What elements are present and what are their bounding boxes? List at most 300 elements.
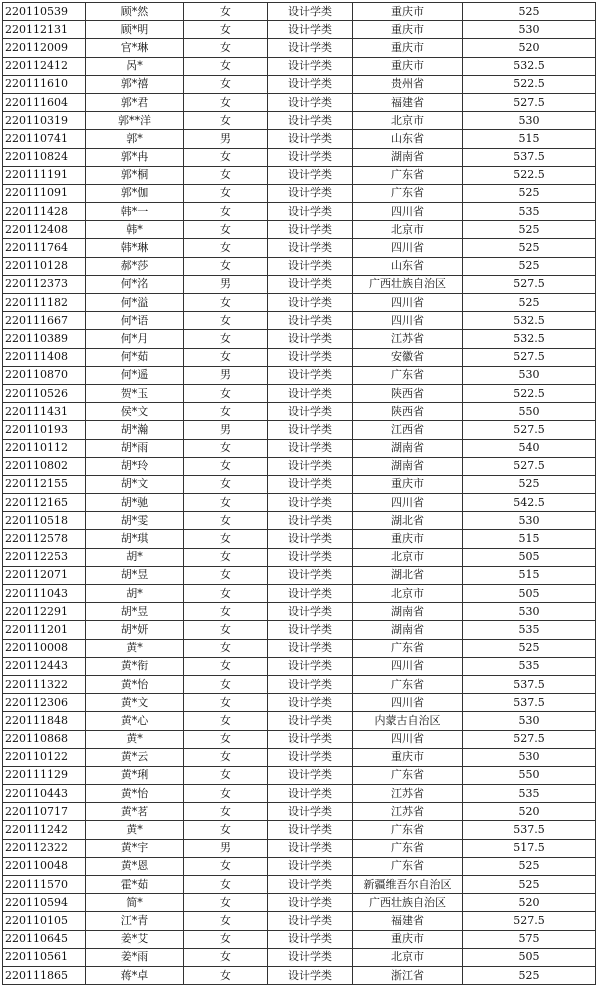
gender-cell: 女 xyxy=(184,785,268,803)
gender-cell: 女 xyxy=(184,112,268,130)
region-cell: 重庆市 xyxy=(353,39,463,57)
region-cell: 四川省 xyxy=(353,239,463,257)
name-cell: 姜*艾 xyxy=(86,930,184,948)
region-cell: 湖南省 xyxy=(353,621,463,639)
table-row xyxy=(3,621,596,639)
region-cell: 山东省 xyxy=(353,257,463,275)
student-id-cell: 220110561 xyxy=(3,948,86,966)
region-cell: 广东省 xyxy=(353,857,463,875)
table-row xyxy=(3,93,596,111)
table-row xyxy=(3,130,596,148)
student-id-cell: 220110048 xyxy=(3,857,86,875)
name-cell: 蒋*卓 xyxy=(86,966,184,984)
name-cell: 胡*驰 xyxy=(86,494,184,512)
table-row xyxy=(3,894,596,912)
score-cell: 515 xyxy=(463,530,596,548)
student-id-cell: 220110193 xyxy=(3,421,86,439)
name-cell: 黄*恩 xyxy=(86,857,184,875)
gender-cell: 女 xyxy=(184,475,268,493)
score-cell: 537.5 xyxy=(463,675,596,693)
gender-cell: 女 xyxy=(184,566,268,584)
region-cell: 陕西省 xyxy=(353,384,463,402)
name-cell: 何*洺 xyxy=(86,275,184,293)
table-row xyxy=(3,748,596,766)
table-row xyxy=(3,512,596,530)
student-id-cell: 220112131 xyxy=(3,21,86,39)
gender-cell: 女 xyxy=(184,384,268,402)
score-cell: 517.5 xyxy=(463,839,596,857)
name-cell: 胡* xyxy=(86,548,184,566)
table-row xyxy=(3,57,596,75)
student-id-cell: 220110128 xyxy=(3,257,86,275)
name-cell: 何*语 xyxy=(86,312,184,330)
gender-cell: 男 xyxy=(184,421,268,439)
name-cell: 胡*昱 xyxy=(86,603,184,621)
major-cell: 设计学类 xyxy=(268,39,353,57)
student-id-cell: 220110389 xyxy=(3,330,86,348)
region-cell: 浙江省 xyxy=(353,966,463,984)
student-id-cell: 220112408 xyxy=(3,221,86,239)
gender-cell: 女 xyxy=(184,21,268,39)
major-cell: 设计学类 xyxy=(268,948,353,966)
region-cell: 广东省 xyxy=(353,675,463,693)
table-row xyxy=(3,675,596,693)
name-cell: 顾*明 xyxy=(86,21,184,39)
region-cell: 广西壮族自治区 xyxy=(353,275,463,293)
gender-cell: 女 xyxy=(184,39,268,57)
name-cell: 胡*昱 xyxy=(86,566,184,584)
gender-cell: 女 xyxy=(184,930,268,948)
region-cell: 四川省 xyxy=(353,294,463,312)
major-cell: 设计学类 xyxy=(268,57,353,75)
score-cell: 505 xyxy=(463,585,596,603)
region-cell: 重庆市 xyxy=(353,57,463,75)
gender-cell: 女 xyxy=(184,403,268,421)
student-id-cell: 220110870 xyxy=(3,366,86,384)
name-cell: 郭*伽 xyxy=(86,184,184,202)
gender-cell: 女 xyxy=(184,221,268,239)
student-id-cell: 220112071 xyxy=(3,566,86,584)
name-cell: 胡*琪 xyxy=(86,530,184,548)
region-cell: 江苏省 xyxy=(353,803,463,821)
major-cell: 设计学类 xyxy=(268,257,353,275)
gender-cell: 女 xyxy=(184,548,268,566)
region-cell: 福建省 xyxy=(353,93,463,111)
name-cell: 韩*一 xyxy=(86,203,184,221)
gender-cell: 女 xyxy=(184,803,268,821)
major-cell: 设计学类 xyxy=(268,857,353,875)
name-cell: 霍*茹 xyxy=(86,876,184,894)
table-row xyxy=(3,184,596,202)
score-cell: 530 xyxy=(463,512,596,530)
table-row xyxy=(3,766,596,784)
major-cell: 设计学类 xyxy=(268,785,353,803)
student-id-cell: 220112412 xyxy=(3,57,86,75)
score-cell: 515 xyxy=(463,130,596,148)
score-cell: 530 xyxy=(463,21,596,39)
region-cell: 北京市 xyxy=(353,112,463,130)
gender-cell: 女 xyxy=(184,912,268,930)
table-row xyxy=(3,475,596,493)
score-cell: 532.5 xyxy=(463,330,596,348)
student-id-cell: 220110594 xyxy=(3,894,86,912)
gender-cell: 女 xyxy=(184,457,268,475)
major-cell: 设计学类 xyxy=(268,657,353,675)
table-row xyxy=(3,803,596,821)
name-cell: 黄* xyxy=(86,639,184,657)
region-cell: 湖南省 xyxy=(353,603,463,621)
table-row xyxy=(3,457,596,475)
student-id-cell: 220110539 xyxy=(3,3,86,21)
table-row xyxy=(3,530,596,548)
major-cell: 设计学类 xyxy=(268,3,353,21)
table-row xyxy=(3,221,596,239)
name-cell: 黄*茗 xyxy=(86,803,184,821)
student-id-cell: 220110112 xyxy=(3,439,86,457)
gender-cell: 女 xyxy=(184,3,268,21)
region-cell: 江西省 xyxy=(353,421,463,439)
major-cell: 设计学类 xyxy=(268,639,353,657)
score-cell: 542.5 xyxy=(463,494,596,512)
student-id-cell: 220110802 xyxy=(3,457,86,475)
gender-cell: 女 xyxy=(184,148,268,166)
region-cell: 湖北省 xyxy=(353,512,463,530)
student-id-cell: 220111570 xyxy=(3,876,86,894)
region-cell: 北京市 xyxy=(353,948,463,966)
table-row xyxy=(3,403,596,421)
table-row xyxy=(3,966,596,984)
major-cell: 设计学类 xyxy=(268,494,353,512)
region-cell: 四川省 xyxy=(353,730,463,748)
name-cell: 黄*衔 xyxy=(86,657,184,675)
student-id-cell: 220111408 xyxy=(3,348,86,366)
major-cell: 设计学类 xyxy=(268,93,353,111)
table-row xyxy=(3,294,596,312)
gender-cell: 女 xyxy=(184,821,268,839)
gender-cell: 女 xyxy=(184,312,268,330)
table-row xyxy=(3,257,596,275)
student-id-cell: 220111865 xyxy=(3,966,86,984)
score-cell: 535 xyxy=(463,203,596,221)
gender-cell: 女 xyxy=(184,203,268,221)
region-cell: 湖北省 xyxy=(353,566,463,584)
major-cell: 设计学类 xyxy=(268,312,353,330)
gender-cell: 女 xyxy=(184,75,268,93)
score-cell: 532.5 xyxy=(463,57,596,75)
admission-list-table xyxy=(2,2,596,985)
score-cell: 575 xyxy=(463,930,596,948)
gender-cell: 女 xyxy=(184,857,268,875)
region-cell: 四川省 xyxy=(353,494,463,512)
name-cell: 侯*文 xyxy=(86,403,184,421)
score-cell: 537.5 xyxy=(463,694,596,712)
student-id-cell: 220111604 xyxy=(3,93,86,111)
table-row xyxy=(3,239,596,257)
student-id-cell: 220112165 xyxy=(3,494,86,512)
gender-cell: 女 xyxy=(184,766,268,784)
major-cell: 设计学类 xyxy=(268,148,353,166)
name-cell: 黄*怡 xyxy=(86,675,184,693)
gender-cell: 男 xyxy=(184,839,268,857)
student-id-cell: 220112373 xyxy=(3,275,86,293)
score-cell: 525 xyxy=(463,184,596,202)
table-row xyxy=(3,366,596,384)
student-id-cell: 220112253 xyxy=(3,548,86,566)
region-cell: 广东省 xyxy=(353,184,463,202)
table-row xyxy=(3,712,596,730)
name-cell: 胡*瀚 xyxy=(86,421,184,439)
table-row xyxy=(3,348,596,366)
score-cell: 535 xyxy=(463,621,596,639)
student-id-cell: 220111428 xyxy=(3,203,86,221)
major-cell: 设计学类 xyxy=(268,348,353,366)
table-row xyxy=(3,876,596,894)
table-row xyxy=(3,694,596,712)
score-cell: 525 xyxy=(463,239,596,257)
name-cell: 黄*文 xyxy=(86,694,184,712)
table-row xyxy=(3,39,596,57)
table-row xyxy=(3,75,596,93)
student-id-cell: 220111182 xyxy=(3,294,86,312)
score-cell: 515 xyxy=(463,566,596,584)
table-row xyxy=(3,603,596,621)
table-row xyxy=(3,384,596,402)
student-id-cell: 220111043 xyxy=(3,585,86,603)
score-cell: 520 xyxy=(463,39,596,57)
region-cell: 广东省 xyxy=(353,766,463,784)
gender-cell: 男 xyxy=(184,130,268,148)
table-row xyxy=(3,21,596,39)
score-cell: 525 xyxy=(463,294,596,312)
student-id-cell: 220110443 xyxy=(3,785,86,803)
table-row xyxy=(3,785,596,803)
table-row xyxy=(3,148,596,166)
gender-cell: 女 xyxy=(184,257,268,275)
name-cell: 韩* xyxy=(86,221,184,239)
gender-cell: 女 xyxy=(184,239,268,257)
student-id-cell: 220110741 xyxy=(3,130,86,148)
name-cell: 胡*妍 xyxy=(86,621,184,639)
major-cell: 设计学类 xyxy=(268,621,353,639)
student-id-cell: 220111129 xyxy=(3,766,86,784)
score-cell: 525 xyxy=(463,639,596,657)
name-cell: 黄* xyxy=(86,821,184,839)
score-cell: 530 xyxy=(463,712,596,730)
gender-cell: 女 xyxy=(184,712,268,730)
gender-cell: 男 xyxy=(184,275,268,293)
name-cell: 郭*君 xyxy=(86,93,184,111)
major-cell: 设计学类 xyxy=(268,166,353,184)
gender-cell: 女 xyxy=(184,894,268,912)
major-cell: 设计学类 xyxy=(268,585,353,603)
gender-cell: 女 xyxy=(184,512,268,530)
table-row xyxy=(3,494,596,512)
score-cell: 530 xyxy=(463,112,596,130)
major-cell: 设计学类 xyxy=(268,330,353,348)
major-cell: 设计学类 xyxy=(268,239,353,257)
score-cell: 527.5 xyxy=(463,275,596,293)
gender-cell: 女 xyxy=(184,621,268,639)
name-cell: 郝*莎 xyxy=(86,257,184,275)
region-cell: 四川省 xyxy=(353,657,463,675)
region-cell: 北京市 xyxy=(353,221,463,239)
major-cell: 设计学类 xyxy=(268,894,353,912)
gender-cell: 女 xyxy=(184,876,268,894)
major-cell: 设计学类 xyxy=(268,275,353,293)
name-cell: 黄*云 xyxy=(86,748,184,766)
score-cell: 525 xyxy=(463,876,596,894)
name-cell: 贺*玉 xyxy=(86,384,184,402)
table-row xyxy=(3,948,596,966)
major-cell: 设计学类 xyxy=(268,530,353,548)
gender-cell: 女 xyxy=(184,530,268,548)
gender-cell: 女 xyxy=(184,585,268,603)
table-row xyxy=(3,3,596,21)
score-cell: 527.5 xyxy=(463,348,596,366)
score-cell: 522.5 xyxy=(463,166,596,184)
table-row xyxy=(3,857,596,875)
score-cell: 550 xyxy=(463,766,596,784)
table-row xyxy=(3,330,596,348)
major-cell: 设计学类 xyxy=(268,421,353,439)
major-cell: 设计学类 xyxy=(268,694,353,712)
name-cell: 黄*怡 xyxy=(86,785,184,803)
student-id-cell: 220112306 xyxy=(3,694,86,712)
gender-cell: 女 xyxy=(184,439,268,457)
score-cell: 540 xyxy=(463,439,596,457)
table-row xyxy=(3,439,596,457)
student-id-cell: 220110122 xyxy=(3,748,86,766)
name-cell: 简* xyxy=(86,894,184,912)
table-row xyxy=(3,312,596,330)
major-cell: 设计学类 xyxy=(268,966,353,984)
major-cell: 设计学类 xyxy=(268,912,353,930)
table-body xyxy=(3,3,596,985)
score-cell: 527.5 xyxy=(463,421,596,439)
table-row xyxy=(3,821,596,839)
gender-cell: 男 xyxy=(184,366,268,384)
gender-cell: 女 xyxy=(184,966,268,984)
region-cell: 湖南省 xyxy=(353,457,463,475)
region-cell: 重庆市 xyxy=(353,930,463,948)
major-cell: 设计学类 xyxy=(268,294,353,312)
gender-cell: 女 xyxy=(184,93,268,111)
major-cell: 设计学类 xyxy=(268,184,353,202)
major-cell: 设计学类 xyxy=(268,803,353,821)
student-id-cell: 220110008 xyxy=(3,639,86,657)
major-cell: 设计学类 xyxy=(268,712,353,730)
table-row xyxy=(3,166,596,184)
score-cell: 537.5 xyxy=(463,821,596,839)
score-cell: 525 xyxy=(463,966,596,984)
table-row xyxy=(3,275,596,293)
score-cell: 525 xyxy=(463,857,596,875)
student-id-cell: 220110105 xyxy=(3,912,86,930)
table-row xyxy=(3,930,596,948)
name-cell: 黄* xyxy=(86,730,184,748)
name-cell: 胡*玲 xyxy=(86,457,184,475)
student-id-cell: 220111201 xyxy=(3,621,86,639)
major-cell: 设计学类 xyxy=(268,748,353,766)
score-cell: 537.5 xyxy=(463,148,596,166)
table-row xyxy=(3,912,596,930)
region-cell: 贵州省 xyxy=(353,75,463,93)
score-cell: 520 xyxy=(463,803,596,821)
table-row xyxy=(3,839,596,857)
score-cell: 525 xyxy=(463,475,596,493)
gender-cell: 女 xyxy=(184,657,268,675)
score-cell: 530 xyxy=(463,366,596,384)
major-cell: 设计学类 xyxy=(268,766,353,784)
gender-cell: 女 xyxy=(184,639,268,657)
student-id-cell: 220111848 xyxy=(3,712,86,730)
student-id-cell: 220112009 xyxy=(3,39,86,57)
score-cell: 527.5 xyxy=(463,912,596,930)
score-cell: 525 xyxy=(463,3,596,21)
student-id-cell: 220112155 xyxy=(3,475,86,493)
region-cell: 重庆市 xyxy=(353,748,463,766)
name-cell: 郭*冉 xyxy=(86,148,184,166)
region-cell: 陕西省 xyxy=(353,403,463,421)
score-cell: 527.5 xyxy=(463,730,596,748)
student-id-cell: 220111242 xyxy=(3,821,86,839)
gender-cell: 女 xyxy=(184,603,268,621)
gender-cell: 女 xyxy=(184,948,268,966)
name-cell: 胡*雯 xyxy=(86,512,184,530)
score-cell: 520 xyxy=(463,894,596,912)
score-cell: 535 xyxy=(463,785,596,803)
student-id-cell: 220110868 xyxy=(3,730,86,748)
name-cell: 胡*雨 xyxy=(86,439,184,457)
score-cell: 530 xyxy=(463,603,596,621)
table-row xyxy=(3,730,596,748)
region-cell: 四川省 xyxy=(353,312,463,330)
major-cell: 设计学类 xyxy=(268,566,353,584)
major-cell: 设计学类 xyxy=(268,512,353,530)
major-cell: 设计学类 xyxy=(268,112,353,130)
name-cell: 官*琳 xyxy=(86,39,184,57)
major-cell: 设计学类 xyxy=(268,221,353,239)
name-cell: 江*青 xyxy=(86,912,184,930)
gender-cell: 女 xyxy=(184,57,268,75)
gender-cell: 女 xyxy=(184,330,268,348)
region-cell: 广西壮族自治区 xyxy=(353,894,463,912)
gender-cell: 女 xyxy=(184,730,268,748)
name-cell: 郭*桐 xyxy=(86,166,184,184)
region-cell: 广东省 xyxy=(353,366,463,384)
student-id-cell: 220110518 xyxy=(3,512,86,530)
name-cell: 何*溢 xyxy=(86,294,184,312)
major-cell: 设计学类 xyxy=(268,876,353,894)
gender-cell: 女 xyxy=(184,294,268,312)
region-cell: 江苏省 xyxy=(353,330,463,348)
name-cell: 胡*文 xyxy=(86,475,184,493)
region-cell: 湖南省 xyxy=(353,148,463,166)
region-cell: 福建省 xyxy=(353,912,463,930)
major-cell: 设计学类 xyxy=(268,75,353,93)
major-cell: 设计学类 xyxy=(268,930,353,948)
major-cell: 设计学类 xyxy=(268,203,353,221)
score-cell: 550 xyxy=(463,403,596,421)
student-id-cell: 220110645 xyxy=(3,930,86,948)
gender-cell: 女 xyxy=(184,694,268,712)
table-row xyxy=(3,585,596,603)
table-row xyxy=(3,639,596,657)
name-cell: 郭*禧 xyxy=(86,75,184,93)
major-cell: 设计学类 xyxy=(268,475,353,493)
table-row xyxy=(3,421,596,439)
major-cell: 设计学类 xyxy=(268,384,353,402)
